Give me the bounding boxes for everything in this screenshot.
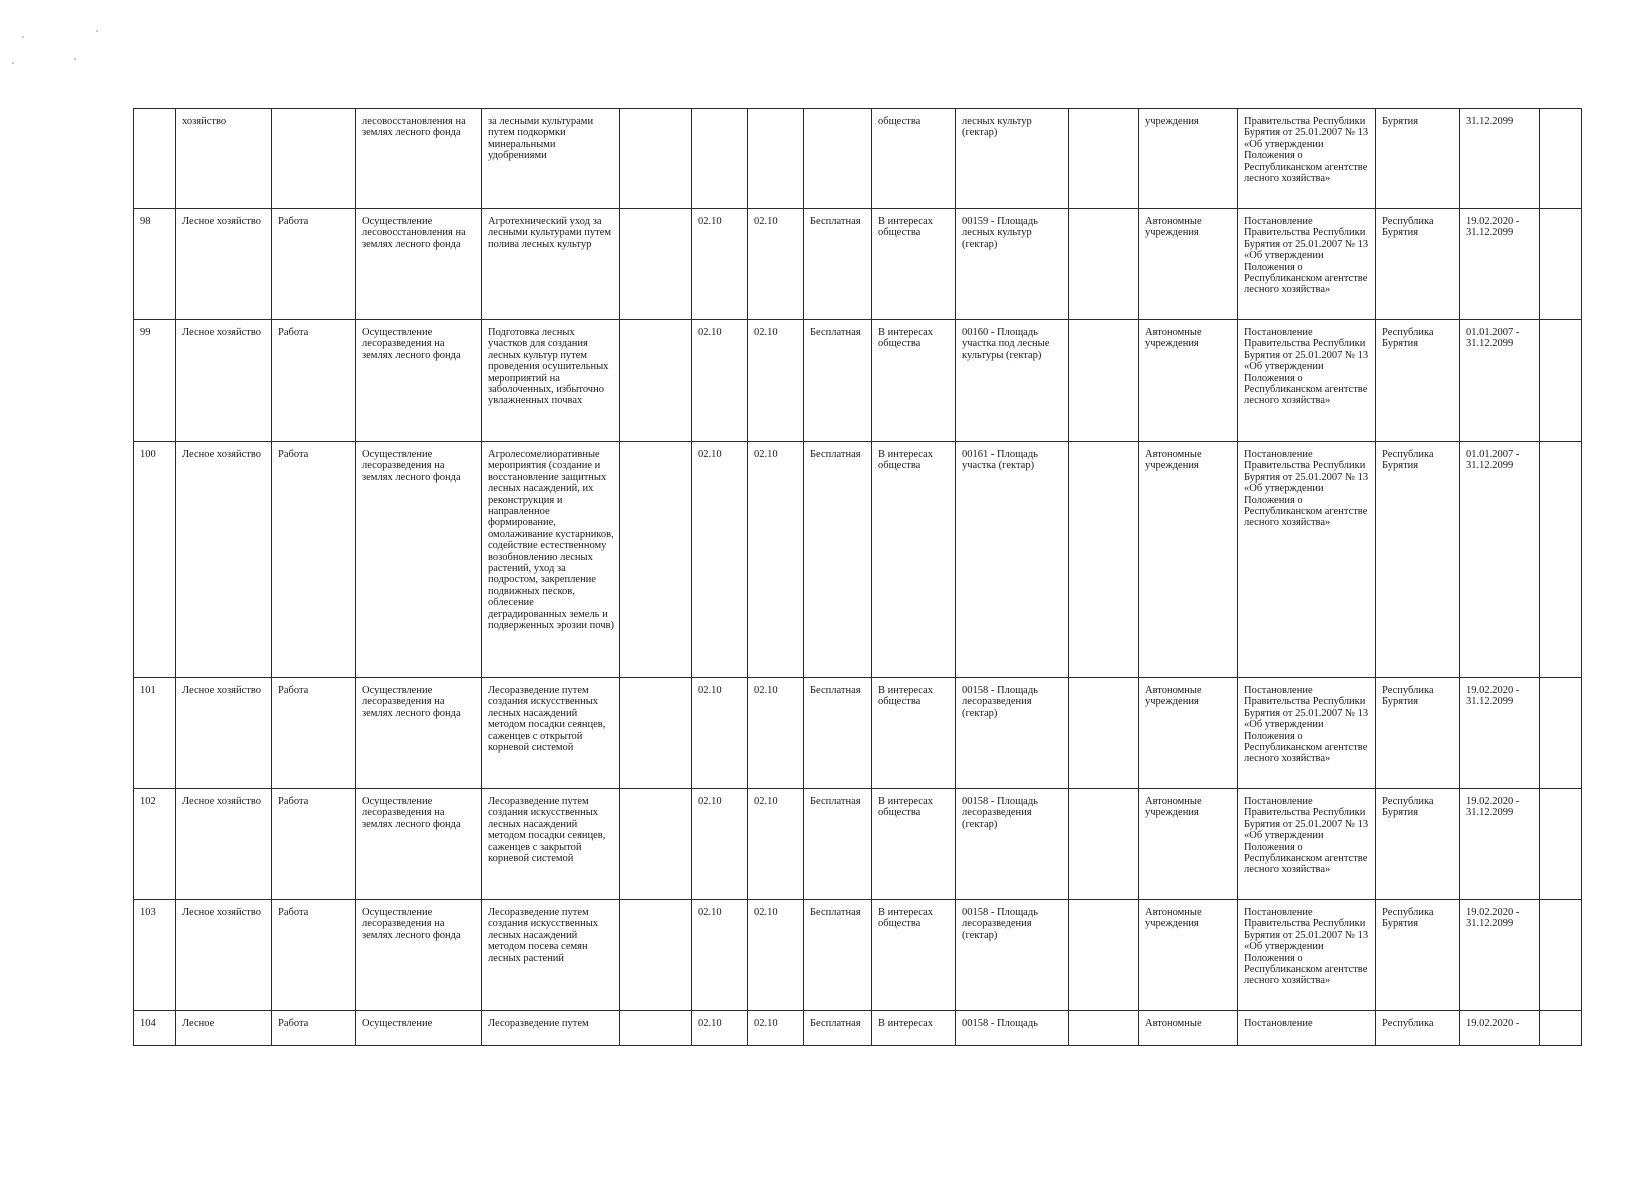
blank-cell <box>620 109 692 209</box>
validity-period-cell: 01.01.2007 - 31.12.2099 <box>1460 442 1540 678</box>
validity-period-cell: 19.02.2020 - 31.12.2099 <box>1460 900 1540 1011</box>
institution-type-cell: Автономные учреждения <box>1139 900 1238 1011</box>
payment-cell: Бесплатная <box>804 900 872 1011</box>
activity-cell: Осуществление лесоразведения на землях лесного фонда <box>356 442 482 678</box>
okved-code-cell: 02.10 <box>748 320 804 442</box>
payment-cell: Бесплатная <box>804 789 872 900</box>
volume-indicator-cell: 00158 - Площадь лесоразведения (гектар) <box>956 900 1069 1011</box>
sector-cell: Лесное хозяйство <box>176 678 272 789</box>
legal-basis-cell: Постановление Правительства Республики Бурятия от 25.01.2007 № 13 «Об утверждении Положения о Республиканском агентстве лесного хозяйства» <box>1238 678 1376 789</box>
row-number <box>134 109 176 209</box>
payment-cell: Бесплатная <box>804 678 872 789</box>
institution-type-cell: учреждения <box>1139 109 1238 209</box>
row-number: 98 <box>134 209 176 320</box>
okved-code-cell <box>748 109 804 209</box>
region-cell: Республика <box>1376 1011 1460 1046</box>
validity-period-cell: 19.02.2020 - 31.12.2099 <box>1460 209 1540 320</box>
table-row <box>134 320 1582 442</box>
type-cell: Работа <box>272 1011 356 1046</box>
work-name-cell: Агротехнический уход за лесными культурами путем полива лесных культур <box>482 209 620 320</box>
okved-code-cell <box>692 109 748 209</box>
table-row <box>134 109 1582 209</box>
okved-code-cell: 02.10 <box>692 678 748 789</box>
volume-indicator-cell: 00158 - Площадь лесоразведения (гектар) <box>956 678 1069 789</box>
volume-indicator-cell: 00158 - Площадь лесоразведения (гектар) <box>956 789 1069 900</box>
okved-code-cell: 02.10 <box>692 789 748 900</box>
activity-cell: Осуществление лесоразведения на землях лесного фонда <box>356 678 482 789</box>
blank-cell <box>620 442 692 678</box>
validity-period-cell: 19.02.2020 - <box>1460 1011 1540 1046</box>
blank-cell <box>1069 678 1139 789</box>
beneficiary-cell: В интересах общества <box>872 789 956 900</box>
scan-speck <box>12 62 14 64</box>
blank-cell <box>1540 442 1582 678</box>
region-cell: Республика Бурятия <box>1376 678 1460 789</box>
table-body <box>134 109 1582 1046</box>
blank-cell <box>1069 1011 1139 1046</box>
legal-basis-cell: Постановление Правительства Республики Бурятия от 25.01.2007 № 13 «Об утверждении Положения о Республиканском агентстве лесного хозяйства» <box>1238 442 1376 678</box>
work-name-cell: за лесными культурами путем подкормки минеральными удобрениями <box>482 109 620 209</box>
okved-code-cell: 02.10 <box>748 442 804 678</box>
sector-cell: хозяйство <box>176 109 272 209</box>
okved-code-cell: 02.10 <box>748 1011 804 1046</box>
blank-cell <box>1540 109 1582 209</box>
blank-cell <box>620 789 692 900</box>
region-cell: Республика Бурятия <box>1376 789 1460 900</box>
legal-basis-cell: Постановление <box>1238 1011 1376 1046</box>
services-register-table <box>133 108 1582 1046</box>
work-name-cell: Подготовка лесных участков для создания лесных культур путем проведения осушительных мероприятий на заболоченных, избыточно увлажненных почвах <box>482 320 620 442</box>
row-number: 103 <box>134 900 176 1011</box>
volume-indicator-cell: 00159 - Площадь лесных культур (гектар) <box>956 209 1069 320</box>
blank-cell <box>1069 900 1139 1011</box>
sector-cell: Лесное хозяйство <box>176 900 272 1011</box>
region-cell: Республика Бурятия <box>1376 320 1460 442</box>
legal-basis-cell: Постановление Правительства Республики Бурятия от 25.01.2007 № 13 «Об утверждении Положения о Республиканском агентстве лесного хозяйства» <box>1238 320 1376 442</box>
region-cell: Республика Бурятия <box>1376 900 1460 1011</box>
legal-basis-cell: Постановление Правительства Республики Бурятия от 25.01.2007 № 13 «Об утверждении Положения о Республиканском агентстве лесного хозяйства» <box>1238 209 1376 320</box>
institution-type-cell: Автономные <box>1139 1011 1238 1046</box>
volume-indicator-cell: 00161 - Площадь участка (гектар) <box>956 442 1069 678</box>
row-number: 102 <box>134 789 176 900</box>
okved-code-cell: 02.10 <box>692 442 748 678</box>
volume-indicator-cell: 00158 - Площадь <box>956 1011 1069 1046</box>
blank-cell <box>620 900 692 1011</box>
okved-code-cell: 02.10 <box>748 900 804 1011</box>
legal-basis-cell: Правительства Республики Бурятия от 25.01.2007 № 13 «Об утверждении Положения о Республиканском агентстве лесного хозяйства» <box>1238 109 1376 209</box>
okved-code-cell: 02.10 <box>692 320 748 442</box>
institution-type-cell: Автономные учреждения <box>1139 209 1238 320</box>
scan-speck <box>74 58 76 60</box>
beneficiary-cell: общества <box>872 109 956 209</box>
type-cell: Работа <box>272 320 356 442</box>
table-row <box>134 1011 1582 1046</box>
beneficiary-cell: В интересах общества <box>872 320 956 442</box>
validity-period-cell: 19.02.2020 - 31.12.2099 <box>1460 789 1540 900</box>
activity-cell: Осуществление лесовосстановления на землях лесного фонда <box>356 209 482 320</box>
blank-cell <box>1540 1011 1582 1046</box>
volume-indicator-cell: лесных культур (гектар) <box>956 109 1069 209</box>
row-number: 100 <box>134 442 176 678</box>
blank-cell <box>1069 109 1139 209</box>
institution-type-cell: Автономные учреждения <box>1139 678 1238 789</box>
blank-cell <box>1540 789 1582 900</box>
institution-type-cell: Автономные учреждения <box>1139 789 1238 900</box>
okved-code-cell: 02.10 <box>748 789 804 900</box>
type-cell: Работа <box>272 900 356 1011</box>
table-row <box>134 900 1582 1011</box>
row-number: 104 <box>134 1011 176 1046</box>
blank-cell <box>1540 678 1582 789</box>
volume-indicator-cell: 00160 - Площадь участка под лесные культуры (гектар) <box>956 320 1069 442</box>
institution-type-cell: Автономные учреждения <box>1139 320 1238 442</box>
activity-cell: лесовосстановления на землях лесного фонда <box>356 109 482 209</box>
work-name-cell: Лесоразведение путем создания искусственных лесных насаждений методом посева семян лесных растений <box>482 900 620 1011</box>
beneficiary-cell: В интересах общества <box>872 442 956 678</box>
row-number: 101 <box>134 678 176 789</box>
blank-cell <box>620 209 692 320</box>
beneficiary-cell: В интересах <box>872 1011 956 1046</box>
scan-speck <box>22 36 24 38</box>
blank-cell <box>1069 209 1139 320</box>
validity-period-cell: 19.02.2020 - 31.12.2099 <box>1460 678 1540 789</box>
okved-code-cell: 02.10 <box>748 678 804 789</box>
beneficiary-cell: В интересах общества <box>872 209 956 320</box>
blank-cell <box>620 320 692 442</box>
beneficiary-cell: В интересах общества <box>872 900 956 1011</box>
payment-cell: Бесплатная <box>804 320 872 442</box>
scan-speck <box>96 30 98 32</box>
blank-cell <box>1540 900 1582 1011</box>
type-cell: Работа <box>272 442 356 678</box>
work-name-cell: Агролесомелиоративные мероприятия (создание и восстановление защитных лесных насаждений, их реконструкция и направленное формирование, омолаживание кустарников, содействие естественному возобновлению лесных растений, уход за подростом, закрепление подвижных песков, облесение деградированных земель и подверженных эрозии почв) <box>482 442 620 678</box>
okved-code-cell: 02.10 <box>692 900 748 1011</box>
region-cell: Бурятия <box>1376 109 1460 209</box>
region-cell: Республика Бурятия <box>1376 209 1460 320</box>
work-name-cell: Лесоразведение путем <box>482 1011 620 1046</box>
payment-cell <box>804 109 872 209</box>
table-row <box>134 789 1582 900</box>
sector-cell: Лесное хозяйство <box>176 320 272 442</box>
blank-cell <box>1540 209 1582 320</box>
type-cell <box>272 109 356 209</box>
institution-type-cell: Автономные учреждения <box>1139 442 1238 678</box>
legal-basis-cell: Постановление Правительства Республики Бурятия от 25.01.2007 № 13 «Об утверждении Положения о Республиканском агентстве лесного хозяйства» <box>1238 900 1376 1011</box>
sector-cell: Лесное хозяйство <box>176 209 272 320</box>
table-row <box>134 678 1582 789</box>
blank-cell <box>1069 320 1139 442</box>
sector-cell: Лесное <box>176 1011 272 1046</box>
blank-cell <box>620 678 692 789</box>
blank-cell <box>1069 442 1139 678</box>
activity-cell: Осуществление лесоразведения на землях лесного фонда <box>356 789 482 900</box>
work-name-cell: Лесоразведение путем создания искусственных лесных насаждений методом посадки сеянцев, саженцев с закрытой корневой системой <box>482 789 620 900</box>
row-number: 99 <box>134 320 176 442</box>
blank-cell <box>1540 320 1582 442</box>
activity-cell: Осуществление <box>356 1011 482 1046</box>
table-row <box>134 209 1582 320</box>
validity-period-cell: 01.01.2007 - 31.12.2099 <box>1460 320 1540 442</box>
beneficiary-cell: В интересах общества <box>872 678 956 789</box>
type-cell: Работа <box>272 678 356 789</box>
payment-cell: Бесплатная <box>804 1011 872 1046</box>
payment-cell: Бесплатная <box>804 209 872 320</box>
activity-cell: Осуществление лесоразведения на землях лесного фонда <box>356 320 482 442</box>
type-cell: Работа <box>272 209 356 320</box>
legal-basis-cell: Постановление Правительства Республики Бурятия от 25.01.2007 № 13 «Об утверждении Положения о Республиканском агентстве лесного хозяйства» <box>1238 789 1376 900</box>
okved-code-cell: 02.10 <box>692 209 748 320</box>
sector-cell: Лесное хозяйство <box>176 789 272 900</box>
sector-cell: Лесное хозяйство <box>176 442 272 678</box>
activity-cell: Осуществление лесоразведения на землях лесного фонда <box>356 900 482 1011</box>
validity-period-cell: 31.12.2099 <box>1460 109 1540 209</box>
blank-cell <box>620 1011 692 1046</box>
okved-code-cell: 02.10 <box>748 209 804 320</box>
region-cell: Республика Бурятия <box>1376 442 1460 678</box>
blank-cell <box>1069 789 1139 900</box>
okved-code-cell: 02.10 <box>692 1011 748 1046</box>
payment-cell: Бесплатная <box>804 442 872 678</box>
table-row <box>134 442 1582 678</box>
work-name-cell: Лесоразведение путем создания искусственных лесных насаждений методом посадки сеянцев, саженцев с открытой корневой системой <box>482 678 620 789</box>
type-cell: Работа <box>272 789 356 900</box>
